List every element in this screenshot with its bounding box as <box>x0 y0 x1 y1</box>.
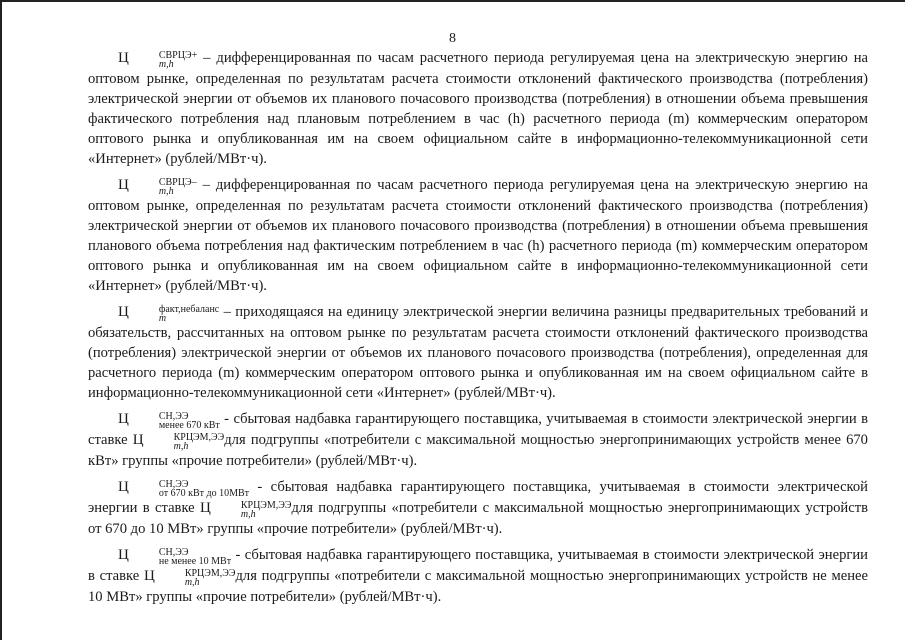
definition-text: для подгруппы «потребители с максимальной мощностью энергопринимающих устройств не менее 10 МВт» группы «прочие потребители» (рублей/МВт·ч). <box>88 568 868 605</box>
definition-paragraph <box>88 302 868 403</box>
formula-symbol: Ц СН,ЭЭ не менее 10 МВт <box>118 547 232 567</box>
page-number: 8 <box>449 31 456 46</box>
formula-symbol: Ц СН,ЭЭ от 670 кВт до 10МВт <box>118 479 249 499</box>
formula-symbol: Ц СВРЦЭ– m,h <box>118 177 197 197</box>
definition-paragraph <box>88 477 868 539</box>
definition-text: – дифференцированная по часам расчетного периода регулируемая цена на электрическую энергию на оптовом рынке, определенная по результатам расчета стоимости отклонений фактического производства (потребления) электрической энергии от объемов их планового почасового производства (потребления) в отношении объема превышения планового объема потребления над фактическим потреблением в час (h) расчетного периода (m) коммерческим оператором оптового рынка и опубликованная им на своем официальном сайте в информационно-телекоммуникационной сети «Интернет» (рублей/МВт·ч). <box>88 177 868 294</box>
scan-border-left <box>0 0 2 640</box>
document-body <box>88 48 868 607</box>
definition-text: - сбытовая надбавка гарантирующего поставщика, учитываемая в стоимости электрической энергии в ставке <box>88 479 868 516</box>
definition-text: – приходящаяся на единицу электрической энергии величина разницы предварительных требований и обязательств, рассчитанных на оптовом рынке по результатам расчета стоимости отклонений фактического производства (потребления) электрической энергии от объемов их планового почасового производства (потребления), определенная для расчетного периода (m) коммерческим оператором оптового рынка и опубликованная им на своем официальном сайте в информационно-телекоммуникационной сети «Интернет» (рублей/МВт·ч). <box>88 304 868 401</box>
definition-paragraph <box>88 48 868 169</box>
formula-symbol: Ц факт,небаланс m <box>118 304 220 324</box>
formula-symbol: Ц КРЦЭМ,ЭЭ m,h <box>132 432 225 452</box>
definition-text: для подгруппы «потребители с максимальной мощностью энергопринимающих устройств менее 670 кВт» группы «прочие потребители» (рублей/МВт·ч). <box>88 432 868 469</box>
scan-border-top <box>0 0 905 2</box>
formula-symbol: Ц СВРЦЭ+ m,h <box>118 50 198 70</box>
definition-text: - сбытовая надбавка гарантирующего поставщика, учитываемая в стоимости электрической энергии в ставке <box>88 411 868 448</box>
definition-text: - сбытовая надбавка гарантирующего поставщика, учитываемая в стоимости электрической энергии в ставке <box>88 547 868 584</box>
definition-text: для подгруппы «потребители с максимальной мощностью энергопринимающих устройств от 670 до 10 МВт» группы «прочие потребители» (рублей/МВт·ч). <box>88 500 868 537</box>
definition-paragraph <box>88 545 868 607</box>
definition-text: – дифференцированная по часам расчетного периода регулируемая цена на электрическую энергию на оптовом рынке, определенная по результатам расчета стоимости отклонений фактического производства (потребления) электрической энергии от объемов их планового почасового производства (потребления) в отношении объема превышения фактического потребления над плановым потреблением в час (h) расчетного периода (m) коммерческим оператором оптового рынка и опубликованная им на своем официальном сайте в информационно-телекоммуникационной сети «Интернет» (рублей/МВт·ч). <box>88 50 868 167</box>
formula-symbol: Ц КРЦЭМ,ЭЭ m,h <box>200 500 292 520</box>
definition-paragraph <box>88 409 868 471</box>
formula-symbol: Ц КРЦЭМ,ЭЭ m,h <box>143 568 236 588</box>
formula-symbol: Ц СН,ЭЭ менее 670 кВт <box>118 411 220 431</box>
definition-paragraph <box>88 175 868 296</box>
